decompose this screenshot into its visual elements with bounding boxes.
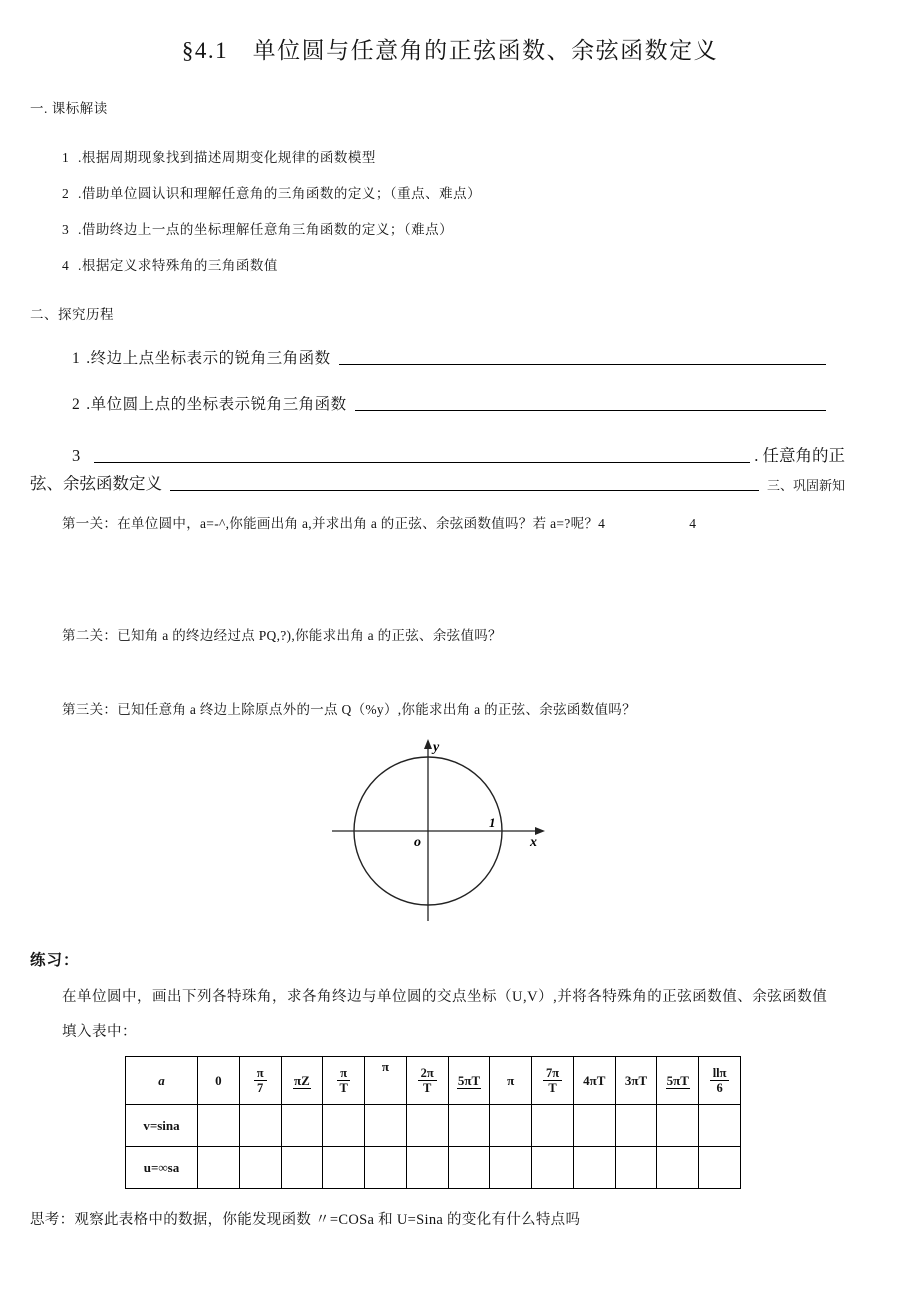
item-text: .终边上点坐标表示的锐角三角函数 [86, 350, 331, 367]
item-number: 4 [62, 258, 70, 273]
table-row [126, 1105, 741, 1147]
answer-cell [323, 1105, 365, 1147]
x-axis-label: x [530, 835, 537, 850]
answer-cell [615, 1147, 657, 1189]
challenge-1-text: 第一关：在单位圆中，a=-^,你能画出角 a,并求出角 a 的正弦、余弦函数值吗？若 a=?呢？4 [62, 516, 606, 531]
unit-point-label: 1 [489, 815, 496, 830]
challenge-3-text: 第三关：已知任意角 a 终边上除原点外的一点 Q（%y）,你能求出角 a 的正弦、余弦函数值吗？ [62, 702, 636, 717]
explore-item-1 [72, 346, 830, 368]
angle-header-cell: $\frac{\text{llπ}}{6}$ [699, 1057, 741, 1105]
angle-header-cell: 5πT [448, 1057, 490, 1105]
item-text: .单位圆上点的坐标表示锐角三角函数 [86, 396, 347, 413]
answer-cell [699, 1105, 741, 1147]
angle-header-cell: a [126, 1057, 198, 1105]
angle-header-cell: 4πT [573, 1057, 615, 1105]
list-item [62, 218, 453, 238]
angle-table-body [126, 1105, 741, 1189]
angle-table-head-row [126, 1057, 741, 1105]
angle-header-cell: 5πT [657, 1057, 699, 1105]
answer-cell [490, 1147, 532, 1189]
answer-cell [239, 1105, 281, 1147]
item-number: 2 [62, 186, 70, 201]
y-axis-label: y [433, 740, 440, 755]
answer-cell [281, 1147, 323, 1189]
angle-header-cell: $\frac{7\pi}{T}$ [532, 1057, 574, 1105]
angle-value-table [125, 1056, 741, 1189]
exercise-intro-line2: 填入表中： [62, 1024, 137, 1040]
blank-line [355, 409, 826, 411]
item-text: .根据定义求特殊角的三角函数值 [78, 258, 278, 273]
challenge-2 [62, 624, 502, 644]
item-text: .根据周期现象找到描述周期变化规律的函数模型 [78, 150, 376, 165]
angle-header-cell: 3πT [615, 1057, 657, 1105]
answer-cell [406, 1147, 448, 1189]
item-number: 2 [72, 396, 81, 413]
angle-header-cell: $\frac{\pi}{7}$ [239, 1057, 281, 1105]
angle-header-cell: $\frac{\pi}{T}$ [323, 1057, 365, 1105]
unit-circle-diagram [318, 736, 558, 931]
challenge-3 [62, 698, 636, 718]
section1-heading: 一. 课标解读 [30, 101, 108, 116]
exercise-heading: 练习： [30, 952, 80, 969]
angle-header-cell: πZ [281, 1057, 323, 1105]
blank-line [94, 461, 750, 463]
list-item [62, 146, 376, 166]
answer-cell [615, 1105, 657, 1147]
challenge-2-text: 第二关：已知角 a 的终边经过点 PQ,?),你能求出角 a 的正弦、余弦值吗？ [62, 628, 502, 643]
list-item [62, 254, 278, 274]
item-number: 1 [72, 350, 81, 367]
answer-cell [198, 1105, 240, 1147]
answer-cell [448, 1147, 490, 1189]
angle-header-cell: 0 [198, 1057, 240, 1105]
explore-item-2 [72, 392, 830, 414]
answer-cell [573, 1105, 615, 1147]
item-text: . 任意角的正 [754, 446, 845, 465]
answer-cell [365, 1105, 407, 1147]
challenge-1 [62, 512, 696, 532]
answer-cell [490, 1105, 532, 1147]
list-item [62, 182, 481, 202]
row-label: v=sina [126, 1105, 198, 1147]
answer-cell [323, 1147, 365, 1189]
item-text: .借助单位圆认识和理解任意角的三角函数的定义；（重点、难点） [78, 186, 482, 201]
answer-cell [281, 1105, 323, 1147]
angle-header-cell: $\frac{2\pi}{T}$ [406, 1057, 448, 1105]
answer-cell [365, 1147, 407, 1189]
origin-label: o [414, 835, 421, 850]
answer-cell [406, 1105, 448, 1147]
table-row [126, 1147, 741, 1189]
x-axis-arrow-icon [535, 827, 545, 835]
exercise-intro-line1: 在单位圆中，画出下列各特珠角，求各角终边与单位圆的交点坐标（U,V）,并将各特殊角的正弦函数值、余弦函数值 [62, 989, 828, 1005]
think-question: 思考：观察此表格中的数据，你能发现函数 〃=COSa 和 U=Sina 的变化有什么特点吗 [30, 1212, 581, 1228]
answer-cell [532, 1147, 574, 1189]
challenge-1-denominator: 4 [689, 516, 697, 531]
answer-cell [532, 1105, 574, 1147]
answer-cell [198, 1147, 240, 1189]
answer-cell [699, 1147, 741, 1189]
item-text: .借助终边上一点的坐标理解任意角三角函数的定义；（难点） [78, 222, 454, 237]
angle-header-cell: π [490, 1057, 532, 1105]
explore-item-3 [72, 442, 845, 466]
blank-line [339, 363, 826, 365]
angle-header-cell: π [365, 1057, 407, 1105]
item-text: 弦、余弦函数定义 [30, 474, 162, 493]
y-axis-arrow-icon [424, 739, 432, 749]
page-title: §4.1 单位圆与任意角的正弦函数、余弦函数定义 [181, 38, 719, 63]
section2-heading: 二、探究历程 [30, 307, 114, 322]
blank-line [170, 489, 759, 491]
section3-heading: 三、巩固新知 [766, 478, 845, 493]
explore-item-3-continued [30, 470, 845, 494]
answer-cell [239, 1147, 281, 1189]
answer-cell [657, 1147, 699, 1189]
item-number: 3 [62, 222, 70, 237]
item-number: 3 [72, 446, 81, 465]
row-label: u=∞sa [126, 1147, 198, 1189]
answer-cell [448, 1105, 490, 1147]
item-number: 1 [62, 150, 70, 165]
answer-cell [573, 1147, 615, 1189]
answer-cell [657, 1105, 699, 1147]
